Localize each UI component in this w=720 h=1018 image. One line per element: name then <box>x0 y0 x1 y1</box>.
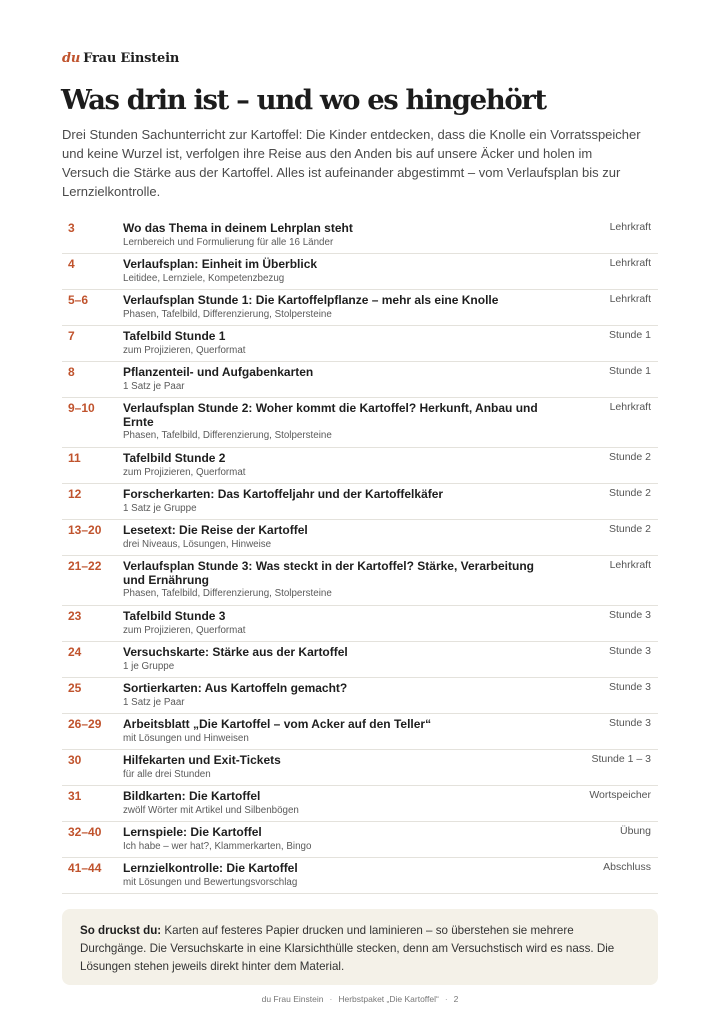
toc-title: Tafelbild Stunde 3 <box>123 609 226 623</box>
toc-subtitle: Phasen, Tafelbild, Differenzierung, Stolpersteine <box>123 430 332 441</box>
toc-page-number: 26–29 <box>68 717 102 731</box>
footer-page-number: 2 <box>453 994 459 1004</box>
toc-subtitle: 1 Satz je Gruppe <box>123 503 197 514</box>
toc-subtitle: Ich habe – wer hat?, Klammerkarten, Bingo <box>123 841 312 852</box>
toc-subtitle: 1 Satz je Paar <box>123 381 185 392</box>
toc-row <box>62 822 658 858</box>
toc-audience-tag: Lehrkraft <box>609 293 651 305</box>
toc-audience-tag: Stunde 2 <box>608 451 651 463</box>
toc-audience-tag: Übung <box>620 825 651 837</box>
toc-audience-tag: Stunde 3 <box>608 717 651 729</box>
toc-title: Tafelbild Stunde 1 <box>123 329 226 343</box>
toc-audience-tag: Stunde 1 <box>608 365 651 377</box>
toc-row <box>62 678 658 714</box>
toc-audience-tag: Stunde 2 <box>608 487 651 499</box>
toc-row <box>62 254 658 290</box>
toc-title: Arbeitsblatt „Die Kartoffel – vom Acker auf den Teller“ <box>123 717 432 731</box>
toc-title: Versuchskarte: Stärke aus der Kartoffel <box>123 645 348 659</box>
toc-title: Tafelbild Stunde 2 <box>123 451 226 465</box>
toc-page-number: 5–6 <box>68 293 89 307</box>
toc-row <box>62 786 658 822</box>
toc-row <box>62 642 658 678</box>
toc-title: Pflanzenteil- und Aufgabenkarten <box>123 365 314 379</box>
toc-page-number: 23 <box>68 609 82 623</box>
toc-row <box>62 556 658 606</box>
toc-title: Lernzielkontrolle: Die Kartoffel <box>123 861 298 875</box>
toc-row <box>62 606 658 642</box>
toc-audience-tag: Stunde 1 <box>608 329 651 341</box>
toc-page-number: 31 <box>68 789 82 803</box>
toc-subtitle: zwölf Wörter mit Artikel und Silbenbögen <box>123 805 299 816</box>
print-note <box>62 909 658 985</box>
toc-page-number: 41–44 <box>68 861 102 875</box>
toc-audience-tag: Stunde 3 <box>608 609 651 621</box>
toc-row <box>62 484 658 520</box>
toc-page-number: 7 <box>68 329 75 343</box>
toc-subtitle: 1 je Gruppe <box>123 661 175 672</box>
toc-audience-tag: Wortspeicher <box>589 789 651 801</box>
toc-title: Lernspiele: Die Kartoffel <box>123 825 262 839</box>
toc-page-number: 32–40 <box>68 825 102 839</box>
toc-title: Bildkarten: Die Kartoffel <box>123 789 261 803</box>
toc-audience-tag: Stunde 3 <box>608 681 651 693</box>
toc-page-number: 9–10 <box>68 401 95 415</box>
toc-row <box>62 714 658 750</box>
footer-package: Herbstpaket „Die Kartoffel“ <box>338 994 439 1004</box>
intro-text: Drei Stunden Sachunterricht zur Kartoffel: Die Kinder entdecken, dass die Knolle ein Vorratsspeicher und keine Wurzel ist, verfolgen ihre Reise aus den Anden bis auf unsere Äcker und holen im Versuch die Stärke aus der Kartoffel. Alles ist aufeinander abgestimmt – vom Verlaufsplan bis zur Lernzielkontrolle. <box>62 127 641 199</box>
page-footer <box>0 994 720 1004</box>
toc-subtitle: 1 Satz je Paar <box>123 697 185 708</box>
toc-row <box>62 398 658 448</box>
toc-page-number: 24 <box>68 645 82 659</box>
toc-row <box>62 326 658 362</box>
toc-row <box>62 290 658 326</box>
toc-audience-tag: Abschluss <box>603 861 651 873</box>
toc-audience-tag: Stunde 2 <box>608 523 651 535</box>
toc-row <box>62 218 658 254</box>
toc-title: Verlaufsplan Stunde 3: Was steckt in der Kartoffel? Stärke, Verarbeitung und Ernährung <box>123 559 534 587</box>
toc-row <box>62 520 658 556</box>
toc-row <box>62 750 658 786</box>
footer-brand: du Frau Einstein <box>261 994 324 1004</box>
toc-page-number: 13–20 <box>68 523 102 537</box>
toc-title: Hilfekarten und Exit-Tickets <box>123 753 281 767</box>
toc-row <box>62 858 658 894</box>
toc-title: Wo das Thema in deinem Lehrplan steht <box>123 221 353 235</box>
toc-subtitle: drei Niveaus, Lösungen, Hinweise <box>123 539 272 550</box>
toc-audience-tag: Lehrkraft <box>609 401 651 413</box>
toc-subtitle: Leitidee, Lernziele, Kompetenzbezug <box>123 273 285 284</box>
page-title: Was drin ist – und wo es hingehört <box>61 84 546 116</box>
toc-page-number: 4 <box>68 257 75 271</box>
toc-page-number: 8 <box>68 365 75 379</box>
toc-title: Lesetext: Die Reise der Kartoffel <box>123 523 308 537</box>
toc-row <box>62 362 658 398</box>
toc-subtitle: mit Lösungen und Bewertungsvorschlag <box>123 877 298 888</box>
toc-subtitle: Lernbereich und Formulierung für alle 16 Länder <box>123 237 334 248</box>
toc-subtitle: zum Projizieren, Querformat <box>123 625 246 636</box>
toc-page-number: 21–22 <box>68 559 102 573</box>
toc-page-number: 3 <box>68 221 75 235</box>
toc-audience-tag: Lehrkraft <box>609 257 651 269</box>
footer-separator: · <box>329 994 333 1004</box>
brand-du: du <box>62 51 81 66</box>
toc-audience-tag: Stunde 3 <box>608 645 651 657</box>
toc-subtitle: zum Projizieren, Querformat <box>123 345 246 356</box>
toc-subtitle: Phasen, Tafelbild, Differenzierung, Stolpersteine <box>123 309 332 320</box>
footer-separator: · <box>444 994 448 1004</box>
toc-page-number: 11 <box>68 451 81 465</box>
toc-page-number: 12 <box>68 487 82 501</box>
toc-page-number: 25 <box>68 681 82 695</box>
toc-audience-tag: Stunde 1 – 3 <box>591 753 651 765</box>
print-note-text: Karten auf festeres Papier drucken und laminieren – so überstehen sie mehrere Durchgänge. Die Versuchskarte in eine Klarsichthülle stecken, denn am Versuchstisch wird es nass. Die Lösungen stehen jeweils direkt hinter dem Material. <box>80 924 615 973</box>
toc-title: Forscherkarten: Das Kartoffeljahr und der Kartoffelkäfer <box>123 487 444 501</box>
toc-title: Verlaufsplan: Einheit im Überblick <box>123 257 318 271</box>
print-note-label: So druckst du: <box>80 924 162 937</box>
toc-subtitle: zum Projizieren, Querformat <box>123 467 246 478</box>
toc-title: Verlaufsplan Stunde 1: Die Kartoffelpflanze – mehr als eine Knolle <box>123 293 499 307</box>
toc-audience-tag: Lehrkraft <box>609 221 651 233</box>
toc-title: Sortierkarten: Aus Kartoffeln gemacht? <box>123 681 348 695</box>
toc-subtitle: Phasen, Tafelbild, Differenzierung, Stolpersteine <box>123 588 332 599</box>
toc-page-number: 30 <box>68 753 82 767</box>
toc-audience-tag: Lehrkraft <box>609 559 651 571</box>
toc-subtitle: für alle drei Stunden <box>123 769 211 780</box>
brand-name: Frau Einstein <box>83 51 180 66</box>
brand-logo <box>62 51 179 66</box>
toc-row <box>62 448 658 484</box>
table-of-contents <box>62 218 658 894</box>
toc-title: Verlaufsplan Stunde 2: Woher kommt die Kartoffel? Herkunft, Anbau und Ernte <box>123 401 538 429</box>
toc-subtitle: mit Lösungen und Hinweisen <box>123 733 249 744</box>
